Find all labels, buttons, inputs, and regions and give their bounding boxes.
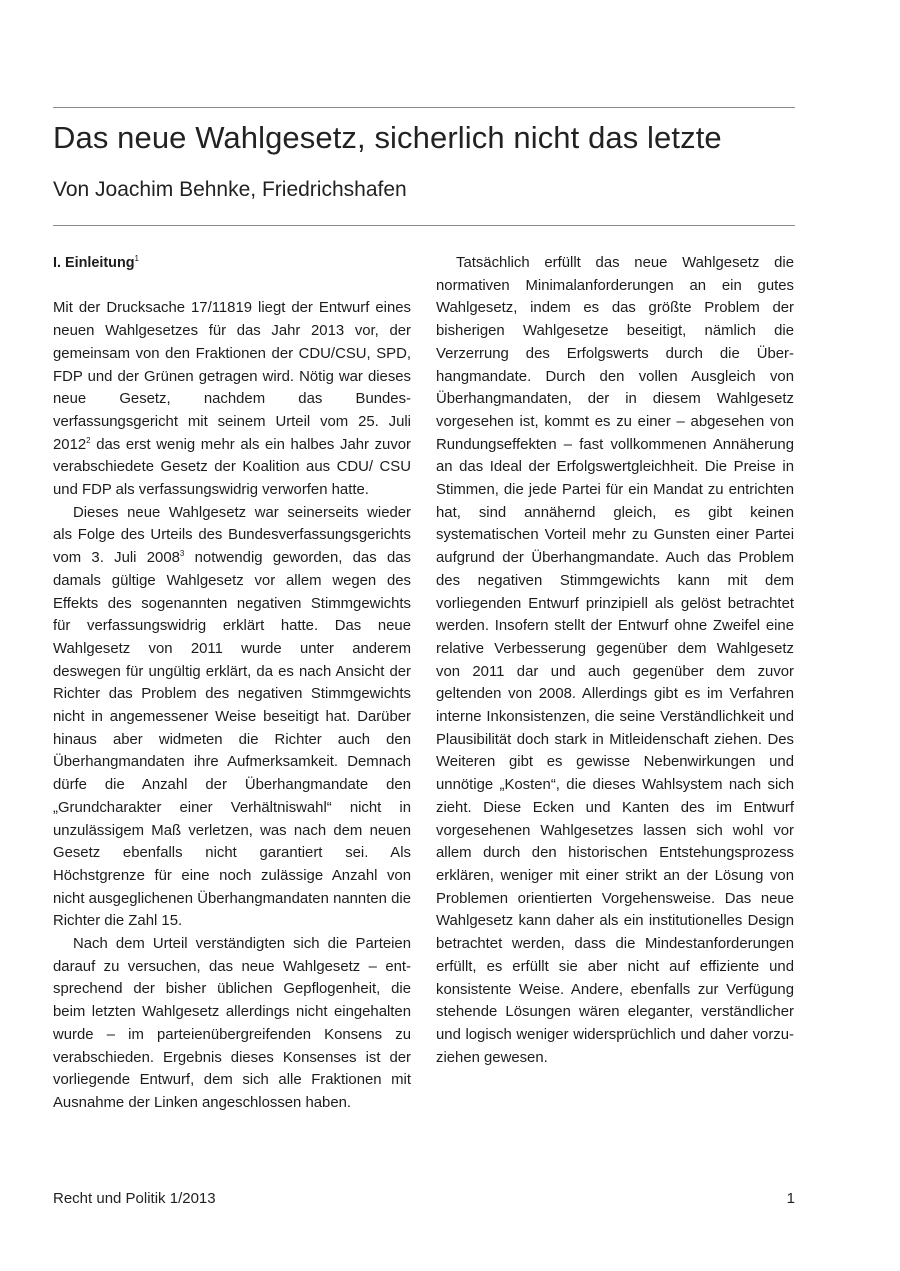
paragraph: Nach dem Urteil verständigten sich die Parteien darauf zu versuchen, das neue Wahlgesetz – entsprechend der bisher üblichen Gepflogenheit, die beim letzten Wahlgesetz allerdings nicht eingehalten wurde – im parteienübergreifenden Konsens zu verabschieden. Ergebnis dieses Konsenses ist der vorliegende Entwurf, dem sich alle Fraktionen mit Ausnahme der Linken angeschlossen haben. — [53, 936, 411, 1111]
left-column — [53, 252, 411, 1115]
footnote-marker: 2 — [86, 435, 91, 445]
paragraph-text: Mit der Drucksache 17/11819 liegt der Entwurf eines neuen Wahlgesetzes für das Jahr 2013 vor, der gemeinsam von den Fraktionen der CDU/CSU, SPD, FDP und der Grünen getragen wird. Nötig war dieses neue Gesetz, nachdem das Bundesverfassungsgericht mit seinem Urteil vom 25. Juli 2012 — [53, 300, 411, 453]
article-author: Von Joachim Behnke, Friedrichshafen — [53, 178, 407, 201]
section-heading-text: I. Einleitung — [53, 255, 135, 271]
journal-footer: Recht und Politik 1/2013 — [53, 1190, 216, 1207]
article-title: Das neue Wahlgesetz, sicherlich nicht das letzte — [53, 120, 722, 155]
header-rule — [53, 225, 795, 226]
page-number: 1 — [786, 1190, 795, 1207]
right-column — [436, 252, 794, 1069]
paragraph: Tatsächlich erfüllt das neue Wahlgesetz die normativen Minimalanforderungen an ein gutes Wahlgesetz, indem es das größte Problem der bisherigen Wahlgesetze beseitigt, nämlich die Verzerrung des Erfolgswerts durch die Überhangmandate. Durch den vollen Ausgleich von Überhangmandaten, der in diesem Wahlgesetz vorgesehen ist, kommt es zu einer – abgesehen von Rundungseffekten – fast vollkommenen Annäherung an das Ideal der Erfolgswertgleichheit. Die Preise in Stimmen, die jede Partei für ein Mandat zu entrichten hat, sind annähernd gleich, es gibt keinen systematischen Vorteil mehr zu Gunsten einer Partei aufgrund der Überhangmandate. Auch das Problem des negativen Stimmgewichts kann mit dem vorliegenden Entwurf prinzipiell als gelöst betrachtet werden. Insofern stellt der Entwurf ohne Zweifel eine relative Verbesserung gegenüber dem Wahlgesetz von 2011 dar und auch gegenüber dem zuvor geltenden von 2008. Allerdings gibt es im Verfahren interne Inkonsistenzen, die seine Verständlichkeit und Plausibilität doch stark in Mitleidenschaft ziehen. Des Weiteren gibt es gewisse Nebenwirkungen und unnötige „Kosten“, die dieses Wahlsystem nach sich zieht. Diese Ecken und Kanten des im Entwurf vorgesehenen Wahlgesetzes lassen sich wohl vor allem durch den historischen Entstehungsprozess erklären, weniger mit einer strikt an der Lösung von Problemen orientierten Vorgehensweise. Das neue Wahlgesetz kann daher als ein institutionelles Design betrachtet werden, dass die Mindestanforderungen erfüllt, es erfüllt sie aber nicht auf effiziente und konsistente Weise. Andere, ebenfalls zur Verfügung stehende Lösungen wären eleganter, verständlicher und logisch weniger widersprüchlich und daher vorzuziehen gewesen. — [436, 255, 794, 1066]
paragraph-text: Dieses neue Wahlgesetz war seinerseits wieder als Folge des Urteils des Bundesverfassungsgerichts vom 3. Juli 2008 — [53, 504, 411, 567]
top-rule — [53, 107, 795, 108]
paragraph-text: das erst wenig mehr als ein halbes Jahr zuvor verabschiedete Gesetz der Koalition aus CDU/ CSU und FDP als verfassungswidrig verworfen hatte. — [53, 436, 411, 499]
section-heading — [53, 252, 411, 275]
heading-footnote-marker: 1 — [134, 254, 139, 264]
paragraph-text: notwendig geworden, das das damals gültige Wahlgesetz vor allem wegen des Effekts des sogenannten negativen Stimmgewichts für verfassungswidrig erklärt hatte. Das neue Wahlgesetz von 2011 wurde unter anderem deswegen für ungültig erklärt, da es nach Ansicht der Richter das Problem des negativen Stimmgewichts nicht in angemessener Weise beseitigt hat. Darüber hinaus aber widmeten die Richter auch den Überhangmandaten ihre Aufmerksamkeit. Demnach dürfe die Anzahl der Überhangmandate den „Grundcharakter einer Verhältniswahl“ nicht in unzulässigem Maß verletzen, was nach dem neuen Gesetz ebenfalls nicht garantiert sei. Als Höchstgrenze für eine noch zulässige Anzahl von nicht ausgeglichenen Überhangmandaten nannten die Richter die Zahl 15. — [53, 550, 411, 930]
footnote-marker: 3 — [179, 549, 185, 559]
paragraph — [53, 502, 411, 933]
paragraph — [53, 297, 411, 501]
